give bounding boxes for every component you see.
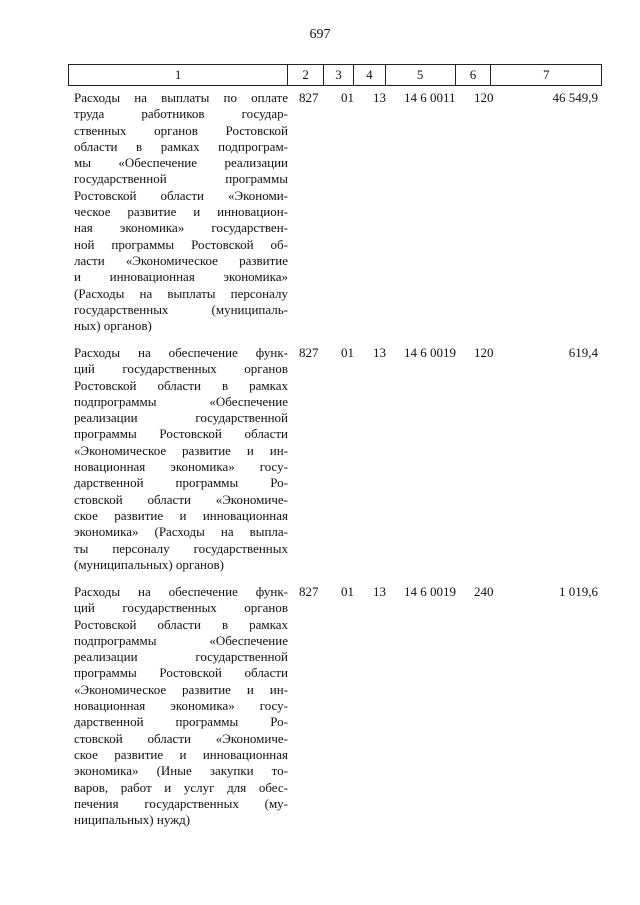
description-line: Ростовской области «Экономи- <box>74 187 288 203</box>
description-line: подпрограммы «Обеспечение <box>74 393 288 409</box>
row-description <box>74 90 288 334</box>
description-line: программы Ростовской области <box>74 665 288 681</box>
description-line: мы «Обеспечение реализации <box>74 155 288 171</box>
row-description <box>74 345 288 573</box>
description-line: «Экономическое развитие и ин- <box>74 681 288 697</box>
description-line: «Экономическое развитие и ин- <box>74 442 288 458</box>
description-line: печения государственных (му- <box>74 795 288 811</box>
description-line: программы Ростовской области <box>74 426 288 442</box>
description-line: Расходы на выплаты по оплате <box>74 90 288 105</box>
cell-amount: 46 549,9 <box>552 90 598 105</box>
header-col-5: 5 <box>386 65 456 85</box>
cell-ministry-code: 827 <box>299 90 319 105</box>
description-line: ниципальных) нужд) <box>74 812 191 828</box>
description-line: и инновационная экономика» <box>74 269 288 285</box>
description-line: (Расходы на выплаты персоналу <box>74 285 288 301</box>
description-line: ной программы Ростовской об- <box>74 236 288 252</box>
description-line: государственных (муниципаль- <box>74 301 288 317</box>
description-line: подпрограммы «Обеспечение <box>74 632 288 648</box>
cell-ministry-code: 827 <box>299 584 319 599</box>
header-col-6: 6 <box>456 65 492 85</box>
description-line: Ростовской области в рамках <box>74 377 288 393</box>
description-line: новационная экономика» госу- <box>74 698 288 714</box>
description-line: ское развитие и инновационная <box>74 507 288 523</box>
description-line: труда работников государ- <box>74 106 288 122</box>
cell-target-article: 14 6 0019 <box>404 584 456 599</box>
cell-expense-type: 120 <box>474 345 494 360</box>
description-line: (муниципальных) органов) <box>74 556 224 572</box>
description-line: экономика» (Иные закупки то- <box>74 763 288 779</box>
page-number: 697 <box>309 27 331 42</box>
description-line: экономика» (Расходы на выпла- <box>74 524 288 540</box>
cell-amount: 1 019,6 <box>559 584 598 599</box>
description-line: ственных органов Ростовской <box>74 122 288 138</box>
description-line: ское развитие и инновационная <box>74 746 288 762</box>
description-line: ческое развитие и инновацион- <box>74 204 288 220</box>
description-line: дарственной программы Ро- <box>74 475 288 491</box>
description-line: Ростовской области в рамках <box>74 616 288 632</box>
cell-section: 01 <box>341 90 354 105</box>
description-line: стовской области «Экономиче- <box>74 491 288 507</box>
cell-section: 01 <box>341 345 354 360</box>
description-line: области в рамках подпрограм- <box>74 138 288 154</box>
header-col-3: 3 <box>324 65 354 85</box>
description-line: стовской области «Экономиче- <box>74 730 288 746</box>
cell-expense-type: 120 <box>474 90 494 105</box>
cell-target-article: 14 6 0011 <box>404 90 456 105</box>
cell-expense-type: 240 <box>474 584 494 599</box>
description-line: Расходы на обеспечение функ- <box>74 584 288 599</box>
description-line: ты персоналу государственных <box>74 540 288 556</box>
description-line: реализации государственной <box>74 410 288 426</box>
description-line: ных) органов) <box>74 318 152 334</box>
header-col-2: 2 <box>288 65 324 85</box>
description-line: ций государственных органов <box>74 361 288 377</box>
description-line: ций государственных органов <box>74 600 288 616</box>
description-line: ная экономика» государствен- <box>74 220 288 236</box>
header-col-4: 4 <box>354 65 386 85</box>
description-line: ласти «Экономическое развитие <box>74 252 288 268</box>
table-header <box>68 64 602 86</box>
row-description <box>74 584 288 828</box>
description-line: Расходы на обеспечение функ- <box>74 345 288 360</box>
header-col-7: 7 <box>542 67 550 82</box>
cell-section: 01 <box>341 584 354 599</box>
description-line: варов, работ и услуг для обес- <box>74 779 288 795</box>
cell-subsection: 13 <box>373 584 386 599</box>
cell-ministry-code: 827 <box>299 345 319 360</box>
cell-subsection: 13 <box>373 90 386 105</box>
cell-target-article: 14 6 0019 <box>404 345 456 360</box>
description-line: реализации государственной <box>74 649 288 665</box>
description-line: дарственной программы Ро- <box>74 714 288 730</box>
description-line: государственной программы <box>74 171 288 187</box>
header-col-1: 1 <box>69 65 288 85</box>
description-line: новационная экономика» госу- <box>74 459 288 475</box>
cell-subsection: 13 <box>373 345 386 360</box>
cell-amount: 619,4 <box>568 345 598 360</box>
